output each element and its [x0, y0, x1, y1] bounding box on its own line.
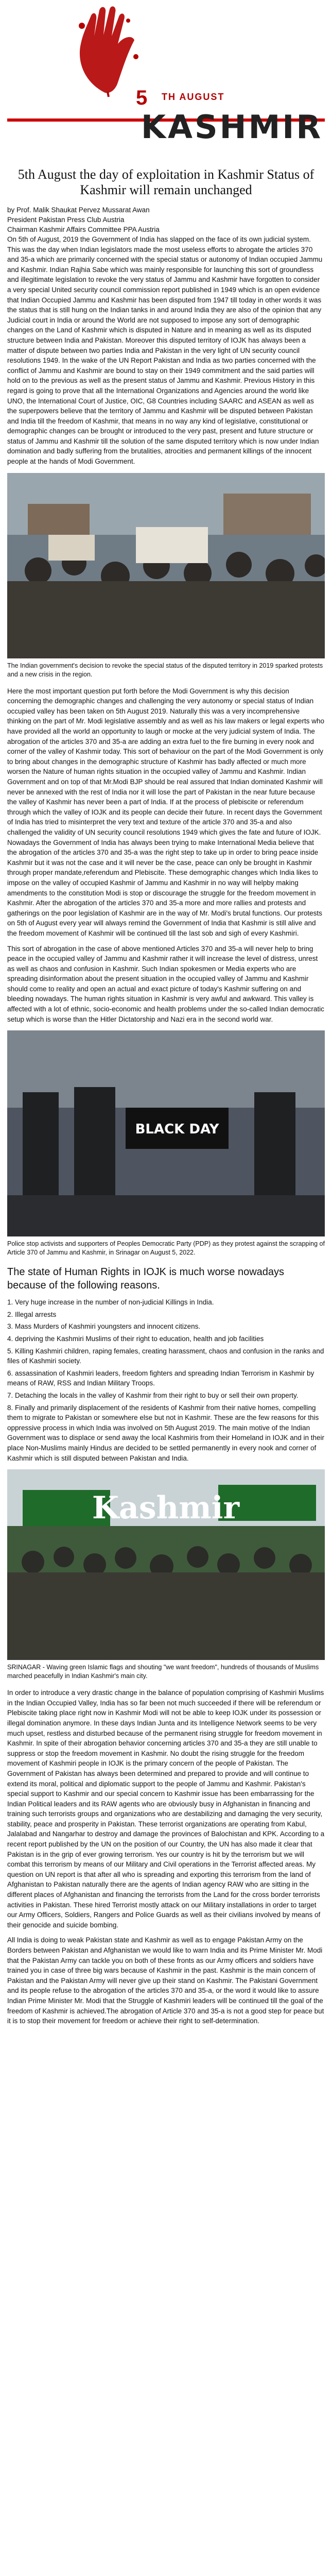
body-paragraph-1: Here the most important question put forth before the Modi Government is why this decision concerning the demographic changes and challenging the very autonomy or special status of Indian occupied valley has been taken on 5th August 2019. Naturally this was a very incomprehensive thinking on the part of Mr. Modi legislative assembly and as well as his law makers or legal experts who have provided all the world an opportunity to laugh or mocke at the very judicial system of India. The abrogation of the articles 370 and 35-a are adding an extra fuel to the fire burning in every nook and corner of the valley of Kashmir today. This sort of behaviour on the part of the Modi Government is only to bring about changes in the demographic structure of Kashmir has badly affected or much more worsen the Nature of human rights situation in the occupied valley of Jammu and Kashmir. Indian Government and on top of that Mr.Modi BJP should be real assured that Indian dominated Kashmir will never be annexed with the rest of India nor it will lose the part of Pakistan in the near future because the valley of Kashmir has never been a part of India. If at the process of plebiscite or referendum through which the valley of IOJK and its people can decide their future. In recent days the Government of India has tried to misinterpret the very text and texture of the article 370 and 35-a and also challenged the validity of UN security council resolutions 1949 which gives the fate and future of IOJK. Nowadays the Government of India has always been trying to make International Media believe that the abrogation of the articles 370 and 35-a was the right step to take up in order to bring peace inside Kashmir but it was not the case and it will never be the case, peace can only be brought in Kashmir through proper mandate,referendum and Plebiscite. These demographic changes which India likes to impose on the valley of occupied Kashmir of Jammu and Kashmir in no way will helpby making amendments to the constitution Modi is stop or discourage the struggle for the freedom movement in Kashmir. After the abrogation of the articles 370 and 35-a more and more rallies and protests and gatherings on the poor legislation of Kashmir are in the way of Mr. Modi's brutal functions. Our protests on 5th of August every year will always remind the Government of India that Kashmir is still alive and the freedom movement of Kashmir will be continued till the last sob and sigh of every Kashmiri. — [7, 687, 325, 937]
closing-paragraph-1: In order to introduce a very drastic change in the balance of population comprising of Kashmiri Muslims in the Indian Occupied Valley, India has so far been not much succeeded if there will be referendum or Plebiscite taking place right now in Kashmir Modi will not be able to keep IOJK under its possession or illegal domination anymore. In these days Indian Junta and its Intelligence Network seems to be very much upset, restless and disturbed because of the permanent rising struggle for freedom movement in Kashmir. In spite of their abrogation behavior concerning articles 370 and 35-a they are still unable to suppress or stop the freedom movement in Kashmir. No doubt the rising struggle for the freedom movement of Kashmiri people in IOJK is the primary concern of the people of Pakistan. The Government of Pakistan has always been determined and prepared to provide and will continue to extend its moral, political and diplomatic support to the people of Jammu and Kashmir. Pakistan's special support to Kashmir and our special concern to Kashmir issue has been embarrassing for the Indian Political leaders and its RAW agents who are obviously busy in Afghanistan in financing and training such terrorists groups and organizations who are destabilizing and damaging the very security, stability, peace and prosperity in Pakistan. These terrorist organizations are operating from Kabul, Jalalabad and Nangarhar to destroy and damage the provinces of Balochistan and KPK. According to a recent report published by the UN on the position of our Country, the UN has also made it clear that Pakistan is in the grip of ever growing terrorism. Yes our country is hit by the terrorism but we will combat this terrorism by means of our Military and Civil operations in the Terrorist affected areas. My question on UN report is that after all who is spreading and exporting this terrorism from the land of Afghanistan to Pakistan naturally there are the agents of Indian agency RAW who are sitting in the different places of Afghanistan and financing the terrorists from the Land for the cross border terrorists activities in Pakistan. These hired Terrorist mostly attack on our Military installations in order to target our Army Officers, Soldiers, Rangers and Police Guards as well as their civilians involved by means of their genocide and suicide bombing. — [7, 1689, 325, 1929]
photo-2-caption: Police stop activists and supporters of Peoples Democratic Party (PDP) as they protest against the scrapping of Article 370 of Jammu and Kashmir, in Srinagar on August 5, 2022. — [7, 1240, 325, 1257]
list-item: 5. Killing Kashmiri children, raping females, creating harassment, chaos and confusion in the ranks and files of Kashmiri society. — [7, 1347, 324, 1365]
author-byline: by Prof. Malik Shaukat Pervez Mussarat Awan — [7, 206, 150, 214]
list-item: 6. assassination of Kashmiri leaders, freedom fighters and spreading Indian Terrorism in Kashmir by means of RAW, RSS and Indian Military Troops. — [7, 1369, 314, 1387]
article-banner — [7, 0, 325, 155]
photo-3-caption: SRINAGAR - Waving green Islamic flags and shouting "we want freedom", hundreds of thousands of Muslims marched peacefully in Indian Kashmir's main city. — [7, 1664, 319, 1680]
protest-crowd-image — [7, 473, 325, 658]
blood-hand-icon — [66, 5, 144, 98]
banner-subtitle: TH AUGUST — [162, 92, 225, 102]
black-day-sign: BLACK DAY — [135, 1122, 219, 1138]
list-item: 8. Finally and primarily displacement of the residents of Kashmir from their native homes, compelling them to migrate to Pakistan or somewhere else but not in Kashmir. These are the few reasons for this oppressive process in which India was involved on 5th August 2019. The main motive of the Indian Government was to displace or send away the local Kashmiris from their Homeland in IOJK and in their place Non-Muslims mainly Hindus are decided to be settled permanently in every nook and corner of Kashmir which is still disputed between Pakistan and India. — [7, 1403, 325, 1462]
author-role-2: Chairman Kashmir Affairs Committee PPA Austria — [7, 226, 160, 233]
list-item: 7. Detaching the locals in the valley of Kashmir from their right to buy or sell their own property. — [7, 1392, 299, 1399]
banner-number: 5 — [136, 87, 148, 109]
kashmir-banner-text: Kashmir — [92, 1490, 240, 1527]
photo-police-protest — [7, 1030, 325, 1236]
article-title: 5th August the day of exploitation in Kashmir Status of Kashmir will remain unchanged — [18, 167, 314, 197]
reasons-list — [7, 1297, 325, 1463]
list-item: 2. Illegal arrests — [7, 1310, 57, 1318]
police-protest-image — [7, 1030, 325, 1236]
list-item: 1. Very huge increase in the number of non-judicial Killings in India. — [7, 1298, 214, 1307]
list-item: 4. depriving the Kashmiri Muslims of their right to education, health and job facilities — [7, 1335, 264, 1343]
author-role-1: President Pakistan Press Club Austria — [7, 216, 125, 224]
photo-protest-crowd — [7, 473, 325, 658]
photo-1-caption: The Indian government's decision to revoke the special status of the disputed territory in 2019 sparked protests and a new crisis in the region. — [7, 662, 323, 678]
photo-march-srinagar — [7, 1469, 325, 1660]
closing-paragraph-2: All India is doing to weak Pakistan state and Kashmir as well as to engage Pakistan Army on the Borders between Pakistan and Afghanistan we would like to warn India and its Prime Minister Mr. Modi that the Pakistan Army can tackle you on both of these fronts as our Army officers and soldiers have trained you in case of three big wars because of Kashmir in the past. Kashmir is the main concern of Pakistan and the Pakistan Army will never give up their stand on Kashmir. The Pakistani Government and its people refuse to the abrogation of the articles 370 and 35-a, or the word it would like to assure Indian Prime Minister Mr. Modi that the Struggle of Kashmiri leaders will be continued till the goal of the freedom of Kashmir is achieved.The abrogation of Article 370 and 35-a is not a good step for peace but it is to stop their movement for freedom or achieve their right to self-determination. — [7, 1936, 324, 2025]
banner-brand: KASHMIR — [141, 108, 323, 146]
reasons-heading: The state of Human Rights in IOJK is much worse nowadays because of the following reasons. — [7, 1266, 285, 1292]
list-item: 3. Mass Murders of Kashmiri youngsters and innocent citizens. — [7, 1323, 201, 1331]
body-paragraph-2: This sort of abrogation in the case of above mentioned Articles 370 and 35-a will never help to bring peace in the occupied valley of Jammu and Kashmir rather it will increase the level of distress, unrest as well as chaos and confusion in Kashmir. Such Indian spokesmen or Media experts who are spreading disinformation about the present situation in the occupied valley of Jammu and Kashmir should come to reality and open an actual and exact picture of today's Kashmir suffering on and bleeding nowadays. The human rights situation in Kashmir is very awful and awkward. This valley is affected with a lot of ethnic, socio-economic and health problems under the so-called Indian democratic setup which is worse than the Hitler Dictatorship and Nazi era in the second world war. — [7, 944, 324, 1023]
march-srinagar-image — [7, 1469, 325, 1660]
intro-paragraph: On 5th of August, 2019 the Government of India has slapped on the face of its own judicial system. This was the day when Indian legislators made the most useless efforts to abrogate the articles 370 and 35-a which are primarily concerned with the special status or autonomy of Indian occupied Jammu and Kashmir. Indian Rajhia Sabe which was mainly responsible for launching this sort of groundless and illegitimate legislation to revoke the very status of Jammu and Kashmir have forgotten to consider a very special United security council commission report published in 1949 which is an open evidence that Indian Occupied Jammu and Kashmir has been disputed from 1947 till today in other words it was the status that is still hung on the Indian tanks in and around India they are also of the opinion that any Judicial court in India or around the World are not supposed to impose any sort of demographic changes on the Land of Kashmir which is disputed in Nature and in meaning as well as its disputed structure between India and Pakistan. Moreover this disputed territory of IOJK has always been a matter of dispute between two parties India and Pakistan in the very light of UN security council resolutions 1949. In the wake of the UN Report Pakistan and India as two parties concerned with the conflict of Jammu and Kashmir are bound to stay on their 1949 commitment and the said parties will hold on to the previous as well as the present status of Jammu and Kashmir. Previous History in this regard is going to prove that all the International Organizations and Agencies around the world like UNO, the International Court of Justice, OIC, G8 Countries including SAARC and ASEAN as well as the superpowers believe that the territory of Jammu and Kashmir will be disputed between Pakistan and India till the freedom of Kashmir, that means in no way any kind of legislative, constitutional or demographic changes can be brought or introduced to the very past, present and future structure or status of Jammu and Kashmir till the solution of the same disputed territory which is now under Indian domination and badly suffering from the brutalities, atrocities and permanent killings of the innocent people at the hands of Modi Government. — [7, 235, 323, 466]
